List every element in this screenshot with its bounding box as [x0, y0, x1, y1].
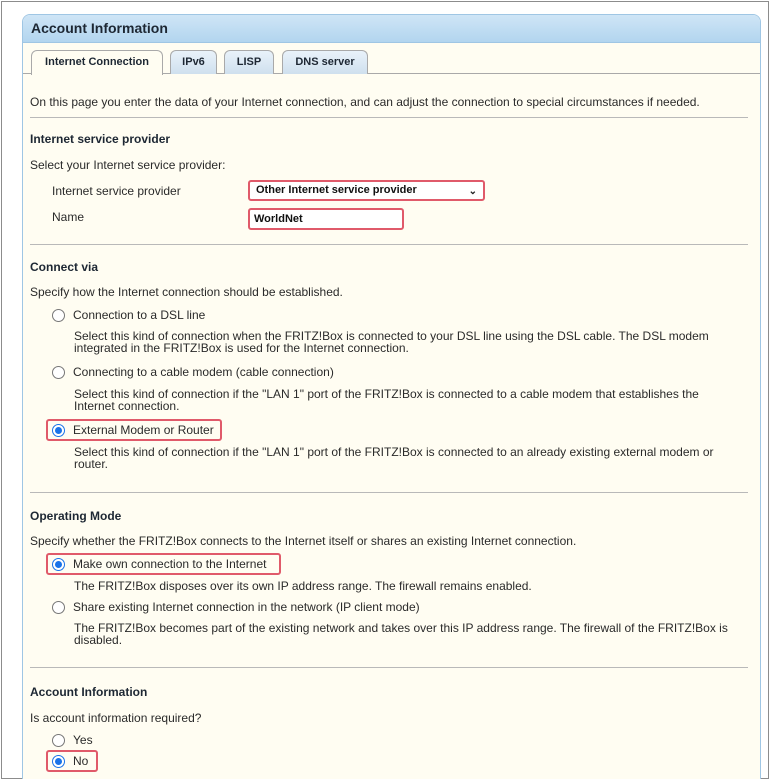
- radio-own-connection-label: Make own connection to the Internet: [73, 557, 267, 571]
- window-frame: [1, 1, 769, 779]
- radio-cable-modem-label: Connecting to a cable modem (cable connection): [73, 365, 334, 379]
- radio-account-no-label: No: [73, 754, 89, 768]
- tab-lisp[interactable]: LISP: [224, 50, 274, 74]
- ip-client-desc-2: disabled.: [74, 633, 123, 647]
- account-prompt: Is account information required?: [30, 711, 202, 725]
- connect-via-heading: Connect via: [30, 260, 99, 274]
- radio-ip-client-mode-label: Share existing Internet connection in the network (IP client mode): [73, 600, 420, 614]
- name-input[interactable]: WorldNet: [248, 208, 404, 230]
- radio-own-connection[interactable]: [52, 558, 65, 571]
- intro-text: On this page you enter the data of your Internet connection, and can adjust the connection to special circumstances if needed.: [30, 95, 700, 109]
- tab-internet-connection[interactable]: Internet Connection: [31, 50, 163, 75]
- divider: [30, 244, 748, 245]
- external-desc-1: Select this kind of connection if the "LAN 1" port of the FRITZ!Box is connected to an already existing external modem or: [74, 445, 714, 459]
- dsl-desc-2: integrated in the FRITZ!Box is used for the Internet connection.: [74, 341, 409, 355]
- operating-mode-prompt: Specify whether the FRITZ!Box connects to the Internet itself or shares an existing Internet connection.: [30, 534, 577, 548]
- cable-desc-2: Internet connection.: [74, 399, 180, 413]
- account-information-panel: [22, 14, 761, 779]
- radio-external-modem[interactable]: [52, 424, 65, 437]
- provider-select-value: Other Internet service provider: [256, 184, 417, 196]
- isp-prompt: Select your Internet service provider:: [30, 158, 226, 172]
- own-connection-desc: The FRITZ!Box disposes over its own IP address range. The firewall remains enabled.: [74, 579, 532, 593]
- radio-cable-modem[interactable]: [52, 366, 65, 379]
- cable-desc-1: Select this kind of connection if the "LAN 1" port of the FRITZ!Box is connected to a cable modem that establishes the: [74, 387, 699, 401]
- account-heading: Account Information: [30, 685, 148, 699]
- ip-client-desc-1: The FRITZ!Box becomes part of the existing network and takes over this IP address range. The firewall of the FRITZ!Box is: [74, 621, 728, 635]
- external-desc-2: router.: [74, 457, 109, 471]
- provider-select[interactable]: [248, 180, 485, 201]
- dsl-desc-1: Select this kind of connection when the FRITZ!Box is connected to your DSL line using the DSL cable. The DSL modem: [74, 329, 709, 343]
- divider: [30, 492, 748, 493]
- radio-account-yes-label: Yes: [73, 733, 93, 747]
- isp-heading: Internet service provider: [30, 132, 171, 146]
- radio-account-yes[interactable]: [52, 734, 65, 747]
- radio-external-modem-label: External Modem or Router: [73, 423, 214, 437]
- operating-mode-heading: Operating Mode: [30, 509, 122, 523]
- divider: [30, 667, 748, 668]
- provider-label: Internet service provider: [52, 184, 181, 198]
- panel-title: Account Information: [23, 15, 760, 43]
- divider: [30, 117, 748, 118]
- radio-dsl-line[interactable]: [52, 309, 65, 322]
- radio-ip-client-mode[interactable]: [52, 601, 65, 614]
- tab-ipv6[interactable]: IPv6: [170, 50, 217, 74]
- chevron-down-icon: ⌄: [468, 186, 477, 197]
- tab-dns-server[interactable]: DNS server: [282, 50, 368, 74]
- name-label: Name: [52, 210, 85, 224]
- radio-dsl-line-label: Connection to a DSL line: [73, 308, 206, 322]
- radio-account-no[interactable]: [52, 755, 65, 768]
- connect-via-prompt: Specify how the Internet connection should be established.: [30, 285, 343, 299]
